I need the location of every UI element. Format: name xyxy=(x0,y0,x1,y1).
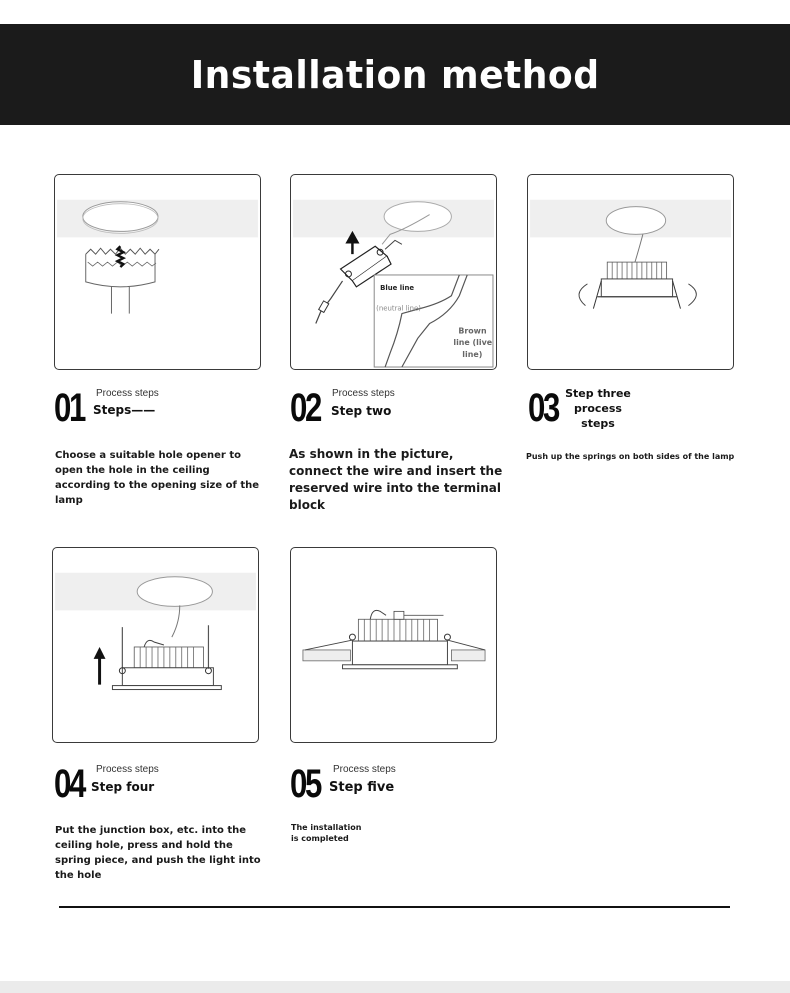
step-2-description: As shown in the picture, connect the wire and insert the reserved wire into the terminal block xyxy=(289,447,503,512)
step-3-number: 03 xyxy=(528,386,559,430)
step-3-title xyxy=(565,386,631,431)
step-3-title-line: Step three xyxy=(565,387,631,400)
step-5-description-line: is completed xyxy=(291,834,349,843)
push-light-icon xyxy=(53,548,258,742)
divider xyxy=(59,906,730,908)
step-1-description: Choose a suitable hole opener to open the hole in the ceiling according to the opening size of the lamp xyxy=(55,450,260,506)
step-1-title: Steps—— xyxy=(93,403,156,417)
step-2-title: Step two xyxy=(331,404,392,418)
inset-label-brown-line-1: Brown xyxy=(458,326,487,336)
hole-saw-icon xyxy=(55,175,260,369)
step-4-number: 04 xyxy=(54,762,85,806)
inset-label-blue-line: Blue line xyxy=(380,283,415,292)
step-3-illustration xyxy=(527,174,734,370)
step-5-number: 05 xyxy=(290,762,321,806)
step-1-illustration xyxy=(54,174,261,370)
step-2-number: 02 xyxy=(290,386,321,430)
step-1-number: 01 xyxy=(54,386,85,430)
step-4-title: Step four xyxy=(91,780,155,794)
step-3-title-line: process xyxy=(574,402,622,415)
inset-label-neutral-line: (neutral line) xyxy=(376,304,421,313)
page-header xyxy=(0,24,790,125)
step-5-title: Step five xyxy=(329,780,395,795)
step-5-subtitle: Process steps xyxy=(333,764,396,775)
installed-light-icon xyxy=(291,548,496,742)
step-5-description-line: The installation xyxy=(291,823,362,832)
springs-icon xyxy=(528,175,733,369)
inset-label-brown-line-2: line (live xyxy=(453,338,493,348)
page-title: Installation method xyxy=(190,52,600,97)
footer-band xyxy=(0,981,790,993)
step-3-title-line: steps xyxy=(581,417,615,430)
inset-label-brown-line-3: line) xyxy=(462,350,483,360)
wiring-icon xyxy=(291,175,496,369)
step-5-illustration xyxy=(290,547,497,743)
step-4-description: Put the junction box, etc. into the ceiling hole, press and hold the spring piece, and push the light into the hole xyxy=(55,825,261,881)
step-2-illustration xyxy=(290,174,497,370)
step-4-subtitle: Process steps xyxy=(96,764,159,775)
step-3-description: Push up the springs on both sides of the lamp xyxy=(526,452,735,461)
step-1-subtitle: Process steps xyxy=(96,388,159,399)
step-5-description xyxy=(291,822,381,844)
step-2-subtitle: Process steps xyxy=(332,388,395,399)
step-4-illustration xyxy=(52,547,259,743)
